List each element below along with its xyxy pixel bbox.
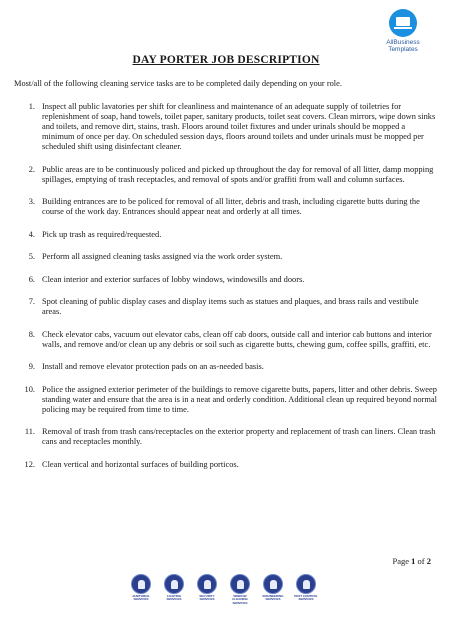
item-text: Pick up trash as required/requested. [42,229,162,239]
item-text: Check elevator cabs, vacuum out elevator cabs, clean off cab doors, outside call and interior cab buttons and interior walls, and remove and/or clean up any debris or soil such as cigarette butts, chewing gum, coffee spills, graffiti, etc. [42,329,432,349]
badge-security [194,574,220,605]
item-number: 1. [28,102,35,111]
badge-label: JANITORIAL SERVICES [132,594,150,602]
item-text: Police the assigned exterior perimeter of the buildings to remove cigarette butts, papers, litter and other debris. Sweep standing water and ensure that the area is in a neat and orderly condition. Additional clean up required beyond normal policing may be required from time to time. [42,384,437,414]
logo-line-1: AllBusiness [386,39,420,46]
item-number: 6. [28,274,35,284]
page-indicator [393,556,432,566]
pest-icon [296,574,316,594]
list-item [14,252,439,262]
item-text: Install and remove elevator protection pads on an as-needed basis. [42,362,264,371]
list-item [14,460,439,470]
item-text: Clean interior and exterior surfaces of lobby windows, windowsills and doors. [42,274,305,284]
badge-label: SECURITY SERVICES [199,594,215,602]
item-number: 11. [24,427,35,436]
item-number: 10. [24,384,35,394]
list-item [14,330,439,350]
item-number: 5. [28,252,35,261]
guard-icon [197,574,217,594]
badge-window-cleaning [227,574,253,605]
service-badges [128,574,319,605]
list-item [14,427,439,447]
list-item [14,297,439,317]
page-total: 2 [426,556,431,566]
item-number: 8. [28,329,35,339]
window-cleaner-icon [230,574,250,594]
bulb-icon [164,574,184,594]
list-item [14,165,439,185]
item-text: Inspect all public lavatories per shift for cleanliness and maintenance of an adequate supply of toiletries for replenishment of soap, hand towels, toilet paper, sanitary products, toilet seat covers. Clean mirrors, wipe down sinks and toilets, and remove dirt, stains, trash. Floors around toilet fixtures and under urinals should be mopped a minimum of once per day. On scheduled session days, floors around toilets and under urinals must be mopped per scheduled shift using disinfectant cleaner. [42,102,436,151]
item-text: Public areas are to be continuously policed and picked up throughout the day for removal of all litter, damp mopping spillages, emptying of trash receptacles, and removal of spots and/or graffiti from wall and column surfaces. [42,164,434,184]
badge-label: WINDOW CLEANING SERVICES [232,594,248,605]
item-text: Spot cleaning of public display cases and display items such as statues and plaques, and brass rails and vestibule areas. [42,297,419,316]
item-text: Perform all assigned cleaning tasks assigned via the work order system. [42,252,283,261]
list-item [14,102,439,152]
logo-line-2: Templates [388,46,418,53]
allbusiness-templates-logo [373,9,433,53]
list-item [14,362,439,372]
badge-label: LIGHTING SERVICES [166,594,182,602]
page-prefix: Page [392,556,412,566]
item-number: 12. [24,459,35,469]
badge-janitorial [128,574,154,605]
engineer-icon [263,574,283,594]
list-item [14,275,439,285]
list-item [14,385,439,415]
item-number: 3. [28,197,35,206]
list-item [14,197,439,217]
logo-text [373,39,433,53]
item-text: Building entrances are to be policed for removal of all litter, debris and trash, including cigarette butts during the course of the work day. Entrances should appear neat and orderly at all times. [42,197,420,216]
document-title: DAY PORTER JOB DESCRIPTION [132,54,320,66]
broom-icon [131,574,151,594]
badge-pest-control [293,574,319,605]
item-text: Clean vertical and horizontal surfaces of building porticos. [42,459,239,469]
badge-lighting [161,574,187,605]
item-text: Removal of trash from trash cans/receptacles on the exterior property and replacement of trash can liners. Clean trash cans and receptacles monthly. [42,427,436,446]
page-current: 1 [411,556,416,566]
item-number: 4. [28,229,35,239]
laptop-icon [389,9,417,37]
task-list [14,102,439,482]
item-number: 7. [28,297,35,306]
badge-label: ENGINEERING SERVICES [262,594,284,602]
item-number: 9. [28,362,35,371]
badge-label: PEST CONTROL SERVICES [294,594,318,602]
intro-paragraph: Most/all of the following cleaning service tasks are to be completed daily depending on your role. [14,79,342,88]
page-middle: of [415,556,427,566]
list-item [14,230,439,240]
badge-engineering [260,574,286,605]
item-number: 2. [28,164,35,174]
